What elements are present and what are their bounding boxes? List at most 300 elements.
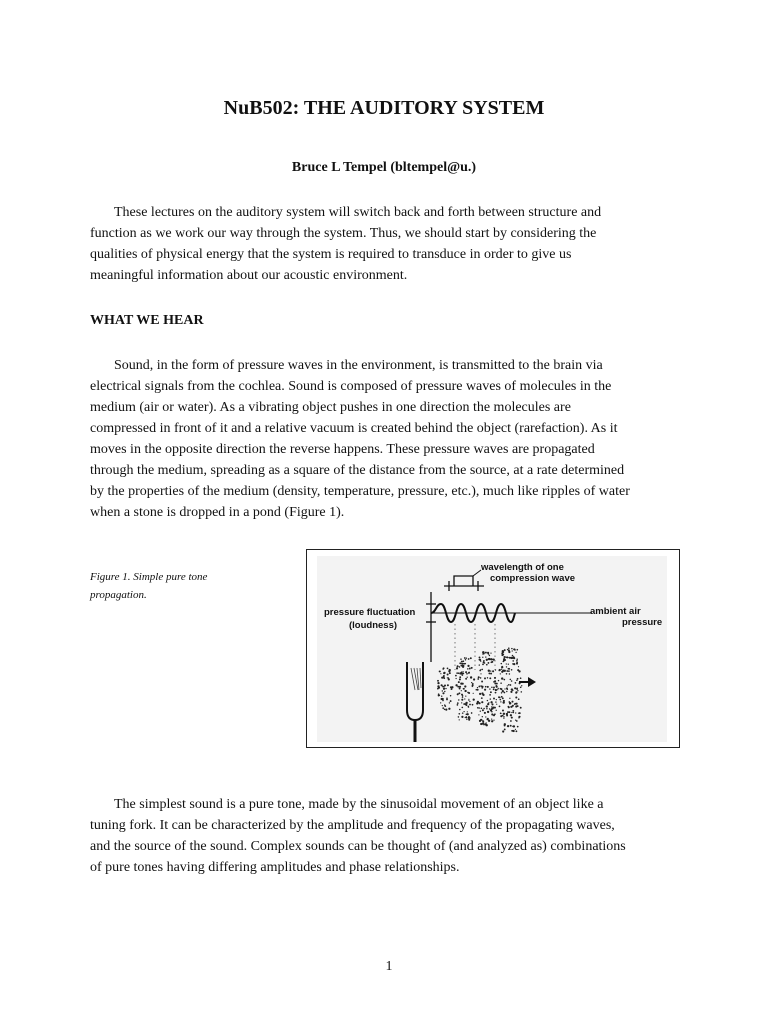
stipple-dot <box>458 716 460 718</box>
stipple-dot <box>469 668 471 670</box>
stipple-dot <box>461 694 463 696</box>
stipple-dot <box>449 702 450 703</box>
stipple-dot <box>514 649 516 651</box>
wavelength-label-line1: wavelength of one <box>481 562 564 573</box>
stipple-dot <box>508 701 510 703</box>
stipple-dot <box>448 708 450 710</box>
stipple-dot <box>449 671 450 672</box>
stipple-dot <box>483 708 485 710</box>
stipple-dot <box>479 657 481 659</box>
stipple-dot <box>515 712 516 713</box>
stipple-dot <box>503 717 504 718</box>
stipple-dot <box>461 690 462 691</box>
stipple-dot <box>502 651 504 653</box>
stipple-dot <box>503 716 504 717</box>
stipple-dot <box>501 677 503 679</box>
stipple-dot <box>503 701 505 703</box>
stipple-dot <box>490 652 491 653</box>
stipple-dot <box>512 660 514 662</box>
stipple-dot <box>482 722 484 724</box>
stipple-dot <box>495 701 496 702</box>
stipple-dot <box>477 707 479 709</box>
stipple-dot <box>485 686 487 688</box>
stipple-dot <box>487 700 488 701</box>
stipple-dot <box>502 730 504 732</box>
stipple-dot <box>458 681 460 683</box>
stipple-dot <box>498 680 499 681</box>
stipple-dot <box>491 711 492 712</box>
stipple-dot <box>459 719 460 720</box>
stipple-dot <box>493 686 495 688</box>
stipple-dot <box>482 664 484 666</box>
stipple-dot <box>516 720 518 722</box>
stipple-dot <box>440 673 441 674</box>
stipple-dot <box>501 671 503 673</box>
stipple-dot <box>496 699 497 700</box>
stipple-dot <box>464 685 466 687</box>
sound-line: electrical signals from the cochlea. Sound is composed of pressure waves of molecules in the <box>90 379 612 394</box>
stipple-dot <box>437 682 439 684</box>
stipple-dot <box>500 682 502 684</box>
stipple-dot <box>515 682 517 684</box>
stipple-dot <box>450 700 452 702</box>
stipple-dot <box>482 720 484 722</box>
stipple-dot <box>501 692 502 693</box>
stipple-dot <box>501 688 503 690</box>
stipple-dot <box>462 683 464 685</box>
stipple-dot <box>462 660 464 662</box>
stipple-dot <box>481 697 483 699</box>
pressure-label-line1: pressure fluctuation <box>324 607 416 618</box>
stipple-dot <box>458 692 460 694</box>
stipple-dot <box>445 709 447 711</box>
stipple-dot <box>500 713 502 715</box>
stipple-dot <box>465 671 467 673</box>
stipple-dot <box>462 671 463 672</box>
stipple-dot <box>492 670 494 672</box>
stipple-dot <box>486 708 487 709</box>
stipple-dot <box>506 688 508 690</box>
figure-caption-line: Figure 1. Simple pure tone <box>90 571 208 583</box>
stipple-dot <box>501 669 502 670</box>
stipple-dot <box>462 696 464 698</box>
stipple-dot <box>515 730 517 732</box>
sound-propagation-diagram <box>307 550 679 747</box>
stipple-dot <box>486 664 488 666</box>
stipple-dot <box>468 672 470 674</box>
intro-line: function as we work our way through the system. Thus, we should start by considering the <box>90 226 597 241</box>
stipple-dot <box>461 665 463 667</box>
stipple-dot <box>466 716 467 717</box>
stipple-dot <box>487 686 489 688</box>
stipple-dot <box>504 670 506 672</box>
stipple-dot <box>483 661 485 663</box>
stipple-dot <box>514 703 516 705</box>
stipple-dot <box>518 666 519 667</box>
stipple-dot <box>485 716 486 717</box>
stipple-dot <box>489 688 490 689</box>
stipple-dot <box>442 698 444 700</box>
stipple-dot <box>447 668 449 670</box>
stipple-dot <box>489 694 491 696</box>
stipple-dot <box>507 685 508 686</box>
stipple-dot <box>458 699 459 700</box>
stipple-dot <box>462 663 463 664</box>
stipple-dot <box>442 705 443 706</box>
stipple-dot <box>500 701 501 702</box>
stipple-dot <box>497 689 498 690</box>
stipple-dot <box>459 709 461 711</box>
figure-caption-line: propagation. <box>90 589 147 601</box>
stipple-dot <box>465 704 467 706</box>
stipple-dot <box>506 691 507 692</box>
stipple-dot <box>504 692 506 694</box>
stipple-dot <box>504 725 506 727</box>
stipple-dot <box>517 690 518 691</box>
stipple-dot <box>437 680 439 682</box>
stipple-dot <box>493 658 495 660</box>
stipple-dot <box>495 689 497 691</box>
stipple-dot <box>478 707 480 709</box>
stipple-dot <box>520 687 522 689</box>
stipple-dot <box>515 691 517 693</box>
stipple-dot <box>490 670 491 671</box>
stipple-dot <box>491 706 492 707</box>
stipple-dot <box>482 709 484 711</box>
stipple-dot <box>487 662 489 664</box>
stipple-dot <box>506 666 507 667</box>
stipple-dot <box>456 667 458 669</box>
stipple-dot <box>511 712 512 713</box>
stipple-dot <box>446 697 448 699</box>
sound-line: Sound, in the form of pressure waves in the environment, is transmitted to the brain via <box>114 358 603 373</box>
pure-tone-paragraph <box>90 794 680 878</box>
stipple-dot <box>477 678 479 680</box>
stipple-dot <box>459 686 461 688</box>
stipple-dot <box>515 729 516 730</box>
stipple-dot <box>461 661 463 663</box>
stipple-dot <box>484 723 486 725</box>
stipple-dot <box>508 651 510 653</box>
stipple-dot <box>511 648 512 649</box>
stipple-dot <box>447 673 449 675</box>
stipple-dot <box>490 691 492 693</box>
intro-line: meaningful information about our acoustic environment. <box>90 268 408 283</box>
stipple-dot <box>482 657 483 658</box>
stipple-dot <box>448 678 450 680</box>
stipple-dot <box>469 701 470 702</box>
stipple-dot <box>490 701 492 703</box>
stipple-dot <box>460 658 462 660</box>
sound-line: when a stone is dropped in a pond (Figure 1). <box>90 505 345 520</box>
stipple-dot <box>516 697 518 699</box>
stipple-dot <box>478 714 479 715</box>
stipple-dot <box>488 670 490 672</box>
stipple-dot <box>488 702 489 703</box>
stipple-dot <box>503 659 505 661</box>
stipple-dot <box>521 685 522 686</box>
stipple-dot <box>438 693 440 695</box>
stipple-dot <box>501 696 503 698</box>
stipple-dot <box>487 652 489 654</box>
stipple-dot <box>512 663 514 665</box>
sound-paragraph <box>90 355 680 523</box>
stipple-dot <box>442 692 444 694</box>
pure-tone-line: The simplest sound is a pure tone, made by the sinusoidal movement of an object like a <box>114 797 604 812</box>
stipple-dot <box>506 663 507 664</box>
stipple-dot <box>499 706 501 708</box>
stipple-dot <box>447 684 449 686</box>
stipple-dot <box>504 688 505 689</box>
stipple-dot <box>498 696 500 698</box>
stipple-dot <box>476 702 478 704</box>
stipple-dot <box>506 713 508 715</box>
stipple-dot <box>481 669 483 671</box>
stipple-dot <box>467 677 468 678</box>
author-line: Bruce L Tempel (bltempel@u.) <box>291 160 477 175</box>
stipple-dot <box>489 677 491 679</box>
sound-line: moves in the opposite direction the reverse happens. These pressure waves are propagated <box>90 442 595 457</box>
stipple-dot <box>509 698 510 699</box>
stipple-dot <box>517 649 519 651</box>
stipple-dot <box>484 689 486 691</box>
stipple-dot <box>485 652 487 654</box>
intro-paragraph <box>90 202 680 286</box>
section-heading: WHAT WE HEAR <box>90 313 204 328</box>
stipple-dot <box>439 671 440 672</box>
stipple-dot <box>504 649 506 651</box>
stipple-dot <box>516 660 518 662</box>
stipple-dot <box>441 677 443 679</box>
stipple-dot <box>480 685 481 686</box>
stipple-dot <box>489 708 490 709</box>
stipple-dot <box>513 657 515 659</box>
stipple-dot <box>515 652 516 653</box>
stipple-dot <box>511 691 512 692</box>
stipple-dot <box>490 698 491 699</box>
ambient-label-line1: ambient air <box>590 606 641 617</box>
stipple-dot <box>510 714 512 716</box>
stipple-dot <box>472 704 474 706</box>
stipple-dot <box>469 704 471 706</box>
stipple-dot <box>442 690 443 691</box>
stipple-dot <box>512 710 514 712</box>
stipple-dot <box>479 664 480 665</box>
stipple-dot <box>459 666 461 668</box>
stipple-dot <box>512 730 514 732</box>
stipple-dot <box>442 686 444 688</box>
stipple-dot <box>457 693 459 695</box>
stipple-dot <box>449 672 451 674</box>
stipple-dot <box>443 667 445 669</box>
stipple-dot <box>506 673 508 675</box>
stipple-dot <box>508 670 510 672</box>
stipple-dot <box>465 659 467 661</box>
stipple-dot <box>518 670 520 672</box>
page-title: NuB502: THE AUDITORY SYSTEM <box>223 97 545 119</box>
stipple-dot <box>508 664 509 665</box>
stipple-dot <box>486 659 488 661</box>
stipple-dot <box>455 678 456 679</box>
stipple-dot <box>489 655 490 656</box>
stipple-dot <box>508 684 510 686</box>
stipple-dot <box>471 682 472 683</box>
stipple-dot <box>493 698 495 700</box>
stipple-dot <box>459 676 461 678</box>
stipple-dot <box>476 689 478 691</box>
stipple-dot <box>491 686 493 688</box>
stipple-dot <box>471 667 473 669</box>
stipple-dot <box>473 693 474 694</box>
stipple-dot <box>495 692 497 694</box>
stipple-dot <box>464 657 466 659</box>
stipple-dot <box>480 677 482 679</box>
stipple-dot <box>487 677 488 678</box>
stipple-dot <box>502 697 504 699</box>
stipple-dot <box>486 705 488 707</box>
stipple-dot <box>504 728 506 730</box>
stipple-dot <box>473 698 475 700</box>
page-number: 1 <box>385 959 393 974</box>
stipple-dot <box>494 707 496 709</box>
pressure-label-line2: (loudness) <box>349 620 398 631</box>
stipple-dot <box>465 695 466 696</box>
stipple-dot <box>512 650 513 651</box>
stipple-dot <box>441 696 442 697</box>
stipple-dot <box>471 712 473 714</box>
stipple-dot <box>516 703 518 705</box>
stipple-dot <box>461 716 463 718</box>
stipple-dot <box>517 705 519 707</box>
stipple-dot <box>457 702 459 704</box>
stipple-dot <box>479 693 481 695</box>
stipple-dot <box>451 686 453 688</box>
ambient-label-line2: pressure <box>622 617 663 628</box>
stipple-dot <box>517 678 519 680</box>
stipple-dot <box>487 711 489 713</box>
stipple-dot <box>486 724 487 725</box>
stipple-dot <box>467 711 468 712</box>
stipple-dot <box>466 673 468 675</box>
intro-line: qualities of physical energy that the system is required to transduce in order to give us <box>90 247 572 262</box>
stipple-dot <box>521 691 523 693</box>
stipple-dot <box>457 704 459 706</box>
intro-line: These lectures on the auditory system will switch back and forth between structure and <box>114 205 602 220</box>
stipple-dot <box>516 658 517 659</box>
stipple-dot <box>444 709 445 710</box>
stipple-dot <box>491 718 492 719</box>
stipple-dot <box>442 707 444 709</box>
stipple-dot <box>490 661 492 663</box>
stipple-dot <box>493 714 495 716</box>
stipple-dot <box>468 692 470 694</box>
stipple-dot <box>507 706 509 708</box>
stipple-dot <box>503 679 505 681</box>
stipple-dot <box>493 689 495 691</box>
stipple-dot <box>455 675 457 677</box>
stipple-dot <box>501 666 503 668</box>
sound-line: medium (air or water). As a vibrating object pushes in one direction the molecules are <box>90 400 571 415</box>
stipple-dot <box>491 703 493 705</box>
stipple-dot <box>494 677 496 679</box>
stipple-dot <box>466 719 467 720</box>
stipple-dot <box>437 688 439 690</box>
stipple-dot <box>511 717 513 719</box>
stipple-dot <box>510 679 512 681</box>
stipple-dot <box>459 678 461 680</box>
stipple-dot <box>467 668 469 670</box>
stipple-dot <box>491 708 493 710</box>
stipple-dot <box>482 687 483 688</box>
stipple-dot <box>519 712 521 714</box>
stipple-dot <box>496 683 498 685</box>
stipple-dot <box>480 711 481 712</box>
stipple-dot <box>470 676 472 678</box>
stipple-dot <box>511 669 513 671</box>
stipple-dot <box>499 670 500 671</box>
stipple-dot <box>516 662 518 664</box>
stipple-dot <box>468 699 469 700</box>
stipple-dot <box>444 691 445 692</box>
stipple-dot <box>465 678 467 680</box>
stipple-dot <box>493 681 495 683</box>
stipple-dot <box>512 655 514 657</box>
stipple-dot <box>461 702 462 703</box>
stipple-dot <box>480 673 481 674</box>
stipple-dot <box>461 699 463 701</box>
stipple-dot <box>499 699 501 701</box>
stipple-dot <box>504 656 506 658</box>
stipple-dot <box>500 673 501 674</box>
stipple-dot <box>444 672 446 674</box>
stipple-dot <box>506 656 508 658</box>
pure-tone-line: of pure tones having differing amplitudes and phase relationships. <box>90 860 460 875</box>
stipple-dot <box>461 672 463 674</box>
stipple-dot <box>502 690 504 692</box>
stipple-dot <box>491 720 493 722</box>
stipple-dot <box>468 706 469 707</box>
stipple-dot <box>472 686 473 687</box>
stipple-dot <box>507 725 509 727</box>
stipple-dot <box>469 717 470 718</box>
stipple-dot <box>481 701 483 703</box>
stipple-dot <box>464 698 465 699</box>
stipple-dot <box>500 715 502 717</box>
stipple-dot <box>470 657 472 659</box>
sound-line: compressed in front of it and a relative vacuum is created behind the object (rarefaction). As it <box>90 421 618 436</box>
stipple-dot <box>479 670 481 672</box>
stipple-dot <box>472 683 474 685</box>
stipple-dot <box>482 716 483 717</box>
stipple-dot <box>513 725 515 727</box>
stipple-dot <box>511 706 513 708</box>
figure-caption <box>90 568 290 604</box>
stipple-dot <box>468 658 470 660</box>
stipple-dot <box>509 673 510 674</box>
stipple-dot <box>510 684 512 686</box>
stipple-dot <box>481 681 483 683</box>
stipple-dot <box>464 663 465 664</box>
stipple-dot <box>481 707 483 709</box>
stipple-dot <box>495 685 497 687</box>
stipple-dot <box>458 672 460 674</box>
stipple-dot <box>511 680 513 682</box>
stipple-dot <box>455 684 457 686</box>
stipple-dot <box>490 658 492 660</box>
stipple-dot <box>520 707 522 709</box>
stipple-dot <box>443 688 445 690</box>
stipple-dot <box>444 705 446 707</box>
